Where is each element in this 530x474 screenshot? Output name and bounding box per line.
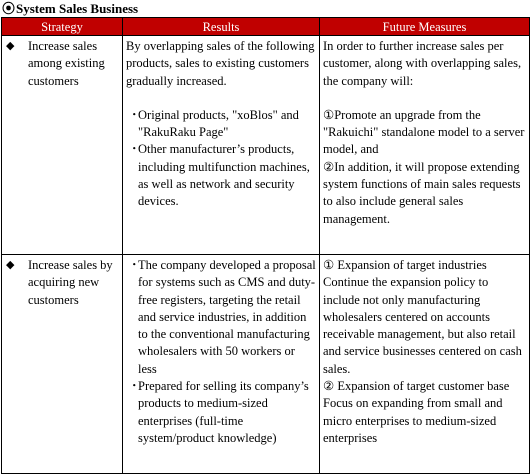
future-block-text: Continue the expansion policy to include not only manufacturing wholesalers centered on accounts receivable management, but also retail and service businesses centered on cash sales. <box>323 275 522 376</box>
diamond-bullet-icon: ◆ <box>6 40 15 52</box>
results-bullet-text: The company developed a proposal for systems such as CMS and duty-free registers, targeting the retail and service industries, in addition to the conventional manufacturing wholesalers with 50 workers or less <box>138 258 316 376</box>
strategy-text: Increase sales among existing customers <box>28 39 105 88</box>
future-cell <box>320 36 530 255</box>
section-title-text: System Sales Business <box>16 1 139 16</box>
future-block-heading: ① Expansion of target industries <box>323 258 487 272</box>
results-intro: By overlapping sales of the following products, sales to existing customers gradually increased. <box>126 39 315 88</box>
list-item <box>126 257 316 378</box>
future-item: ①Promote an upgrade from the "Rakuichi" standalone model to a server model, and <box>323 107 525 157</box>
results-cell <box>123 255 320 474</box>
circle-dot-icon: ⦿ <box>2 1 16 16</box>
header-strategy: Strategy <box>2 18 123 36</box>
future-cell <box>320 255 530 474</box>
bullet-dot-icon: ・ <box>128 142 141 157</box>
header-future-measures: Future Measures <box>320 18 530 36</box>
list-item <box>126 141 316 210</box>
strategy-cell <box>2 36 123 255</box>
results-cell <box>123 36 320 255</box>
results-bullet-text: Original products, "xoBlos" and "RakuRaku Page" <box>138 107 299 140</box>
list-item <box>126 378 316 447</box>
bullet-dot-icon: ・ <box>128 379 141 394</box>
list-item <box>126 107 316 142</box>
bullet-dot-icon: ・ <box>128 107 141 122</box>
header-results: Results <box>123 18 320 36</box>
table-row <box>2 255 530 474</box>
bullet-dot-icon: ・ <box>128 258 141 272</box>
section-title <box>2 0 138 17</box>
future-block-text: Focus on expanding from small and micro enterprises to medium-sized enterprises <box>323 396 503 445</box>
future-intro: In order to further increase sales per customer, along with overlapping sales, the company will: <box>323 39 522 88</box>
strategy-cell <box>2 255 123 474</box>
results-bullet-text: Prepared for selling its company’s products to medium-sized enterprises (full-time system/product knowledge) <box>138 379 309 445</box>
strategy-table <box>1 17 530 474</box>
diamond-bullet-icon: ◆ <box>6 259 15 271</box>
table-header-row <box>2 18 530 36</box>
future-block-heading: ② Expansion of target customer base <box>323 379 510 394</box>
table-row <box>2 36 530 255</box>
future-item: ②In addition, it will propose extending system functions of main sales requests to also include general sales management. <box>323 159 521 226</box>
results-bullet-text: Other manufacturer’s products, including multifunction machines, as well as network and security devices. <box>138 142 310 209</box>
strategy-text: Increase sales by acquiring new customers <box>28 258 113 307</box>
